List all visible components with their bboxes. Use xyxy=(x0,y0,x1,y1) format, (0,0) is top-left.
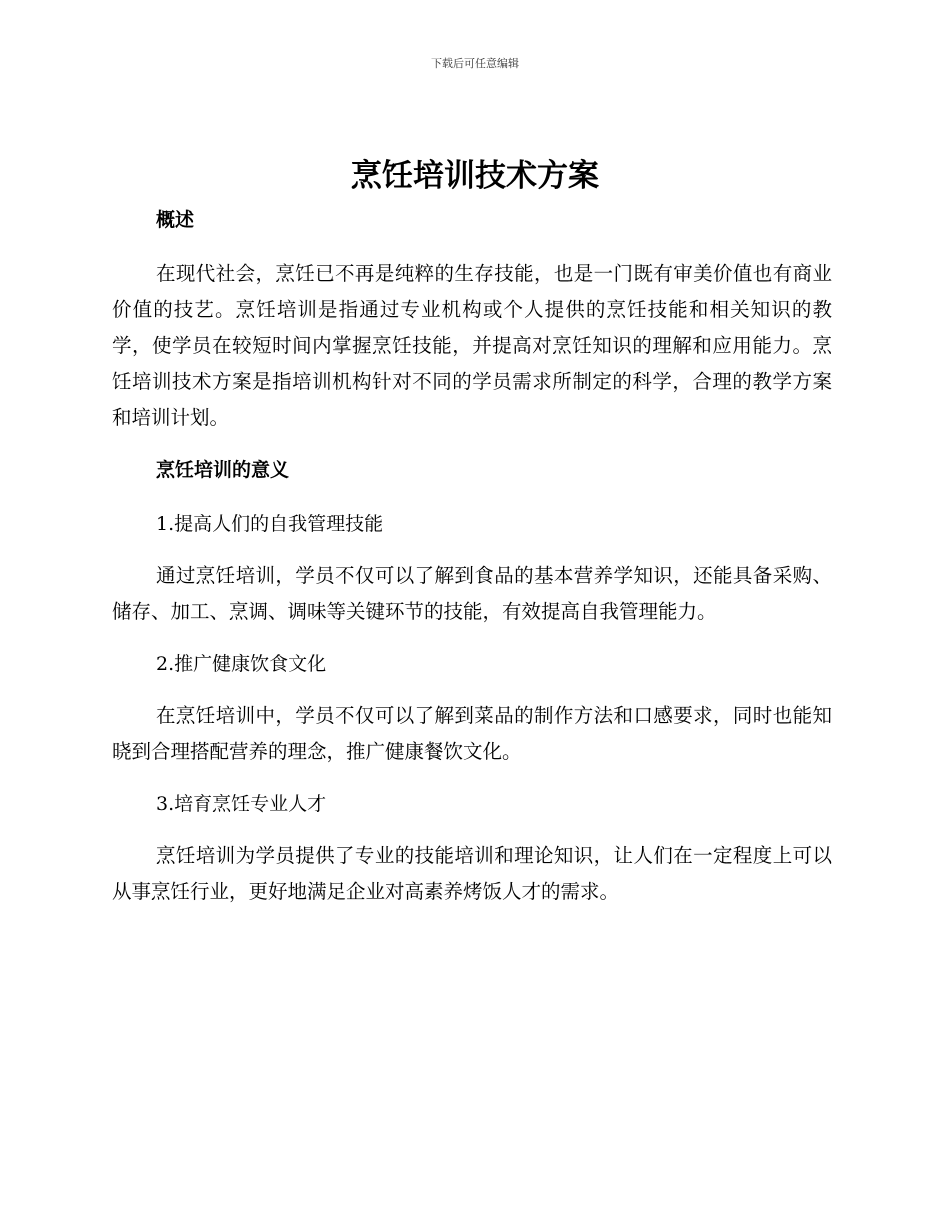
point3-heading: 3.培育烹饪专业人才 xyxy=(156,793,327,815)
point1-paragraph: 通过烹饪培训，学员不仅可以了解到食品的基本营养学知识，还能具备采购、储存、加工、烹调、调味等关键环节的技能，有效提高自我管理能力。 xyxy=(112,564,832,623)
header-note: 下载后可任意编辑 xyxy=(431,57,519,70)
point2-paragraph: 在烹饪培训中，学员不仅可以了解到菜品的制作方法和口感要求，同时也能知晓到合理搭配营养的理念，推广健康餐饮文化。 xyxy=(112,704,832,763)
overview-paragraph: 在现代社会，烹饪已不再是纯粹的生存技能，也是一门既有审美价值也有商业价值的技艺。烹饪培训是指通过专业机构或个人提供的烹饪技能和相关知识的教学，使学员在较短时间内掌握烹饪技能，并提高对烹饪知识的理解和应用能力。烹饪培训技术方案是指培训机构针对不同的学员需求所制定的科学，合理的教学方案和培训计划。 xyxy=(112,262,832,429)
point1-heading: 1.提高人们的自我管理技能 xyxy=(156,513,384,535)
document-body xyxy=(112,202,832,926)
overview-heading: 概述 xyxy=(156,209,195,231)
meaning-heading: 烹饪培训的意义 xyxy=(156,459,290,481)
point2-heading: 2.推广健康饮食文化 xyxy=(156,653,327,675)
point3-paragraph: 烹饪培训为学员提供了专业的技能培训和理论知识，让人们在一定程度上可以从事烹饪行业，更好地满足企业对高素养烤饭人才的需求。 xyxy=(112,844,832,903)
document-title: 烹饪培训技术方案 xyxy=(351,158,599,194)
